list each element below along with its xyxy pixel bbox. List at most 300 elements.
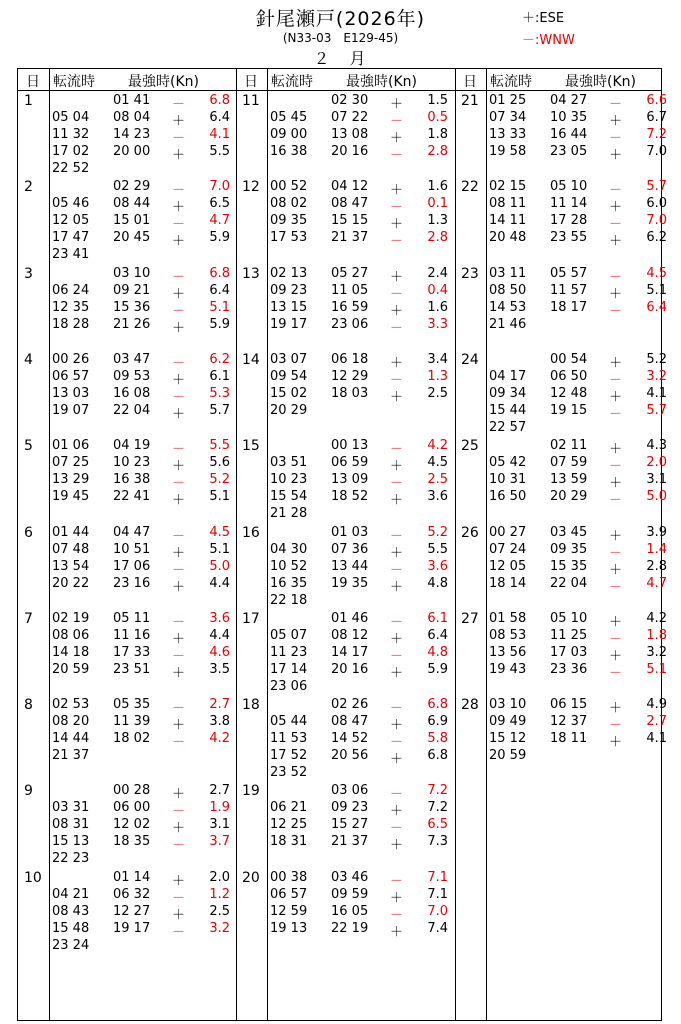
max-time: 18 52 (331, 489, 369, 505)
speed-value: 4.5 (646, 265, 667, 281)
direction-minus: － (390, 735, 404, 751)
direction-minus: － (390, 476, 404, 492)
turn-time: 15 12 (489, 731, 527, 747)
direction-minus: － (609, 97, 623, 112)
max-time: 23 05 (550, 144, 588, 159)
day-number: 22 (461, 179, 479, 196)
turn-time: 19 43 (489, 661, 527, 677)
speed-value: 3.2 (209, 920, 230, 936)
direction-minus: － (609, 718, 623, 734)
day-number: 8 (24, 697, 33, 714)
speed-value: 5.2 (209, 472, 230, 488)
max-time: 02 30 (331, 93, 369, 108)
turn-time: 19 07 (52, 402, 90, 418)
max-time: 11 14 (550, 196, 588, 212)
speed-value: 1.6 (427, 179, 448, 195)
direction-plus: ＋ (390, 131, 404, 146)
turn-time: 17 47 (52, 230, 90, 246)
direction-plus: ＋ (609, 114, 623, 129)
speed-value: 3.1 (646, 472, 667, 488)
max-time: 13 44 (331, 558, 369, 574)
turn-time: 09 00 (270, 127, 308, 142)
turn-time: 11 32 (52, 127, 90, 142)
max-time: 05 27 (331, 265, 369, 281)
speed-value: 2.5 (209, 903, 230, 919)
turn-time: 18 14 (489, 575, 527, 591)
turn-time: 07 48 (52, 541, 90, 557)
direction-minus: － (172, 217, 186, 233)
max-time: 11 57 (550, 282, 588, 298)
day-number: 12 (242, 179, 260, 196)
coordinates: (N33-03 E129-45) (282, 31, 399, 45)
direction-minus: － (390, 372, 404, 388)
turn-time: 08 53 (489, 627, 527, 643)
direction-minus: － (390, 648, 404, 664)
speed-value: 5.1 (646, 661, 667, 677)
speed-value: 4.2 (427, 438, 448, 454)
speed-value: 4.7 (209, 213, 230, 229)
direction-plus: ＋ (609, 735, 623, 751)
turn-time: 11 53 (270, 731, 308, 747)
max-time: 18 02 (113, 731, 151, 747)
max-time: 05 10 (550, 179, 588, 195)
day-number: 15 (242, 438, 260, 455)
turn-time: 23 24 (52, 937, 90, 953)
direction-plus: ＋ (609, 528, 623, 544)
speed-value: 7.3 (427, 834, 448, 850)
turn-time: 09 49 (489, 714, 527, 730)
max-time: 01 46 (331, 610, 369, 626)
day-number: 10 (24, 869, 42, 886)
max-time: 06 15 (550, 697, 588, 713)
turn-time: 12 35 (52, 299, 90, 315)
max-time: 04 27 (550, 93, 588, 108)
turn-time: 04 17 (489, 368, 527, 384)
direction-plus: ＋ (390, 97, 404, 112)
turn-time: 03 10 (489, 697, 527, 713)
max-time: 14 17 (331, 644, 369, 660)
speed-value: 6.9 (427, 714, 448, 730)
speed-value: 6.8 (209, 93, 230, 108)
direction-minus: － (172, 735, 186, 751)
max-time: 04 12 (331, 179, 369, 195)
turn-time: 14 44 (52, 731, 90, 747)
turn-time: 22 18 (270, 592, 308, 608)
max-time: 10 51 (113, 541, 151, 557)
speed-value: 4.6 (209, 644, 230, 660)
day-number: 28 (461, 697, 479, 714)
max-time: 15 35 (550, 558, 588, 574)
direction-minus: － (172, 838, 186, 854)
direction-plus: ＋ (172, 665, 186, 681)
max-time: 12 29 (331, 368, 369, 384)
turn-time: 05 44 (270, 714, 308, 730)
day-number: 2 (24, 179, 33, 196)
direction-plus: ＋ (609, 648, 623, 664)
turn-time: 17 02 (52, 144, 90, 159)
max-time: 10 23 (113, 455, 151, 471)
max-time: 23 55 (550, 230, 588, 246)
day-number: 14 (242, 351, 260, 368)
speed-value: 4.3 (646, 438, 667, 454)
max-time: 13 59 (550, 472, 588, 488)
direction-minus: － (390, 528, 404, 544)
turn-time: 19 17 (270, 316, 308, 332)
turn-time: 09 23 (270, 282, 308, 298)
max-time: 23 16 (113, 575, 151, 591)
direction-plus: ＋ (609, 389, 623, 405)
turn-time: 02 13 (270, 265, 308, 281)
legend-plus: ＋:ESE (522, 11, 565, 26)
direction-minus: － (609, 545, 623, 561)
turn-time: 00 52 (270, 179, 308, 195)
direction-plus: ＋ (609, 148, 623, 163)
speed-value: 5.2 (646, 351, 667, 367)
speed-value: 6.7 (646, 110, 667, 125)
turn-time: 09 34 (489, 385, 527, 401)
direction-plus: ＋ (172, 545, 186, 561)
max-time: 18 03 (331, 385, 369, 401)
speed-value: 2.4 (427, 265, 448, 281)
turn-time: 02 19 (52, 610, 90, 626)
speed-value: 7.2 (646, 127, 667, 142)
turn-time: 17 53 (270, 230, 308, 246)
direction-plus: ＋ (609, 355, 623, 371)
direction-plus: ＋ (390, 493, 404, 509)
direction-minus: － (390, 562, 404, 578)
max-time: 20 45 (113, 230, 151, 246)
direction-plus: ＋ (172, 200, 186, 216)
direction-plus: ＋ (390, 459, 404, 475)
max-time: 05 11 (113, 610, 151, 626)
turn-time: 07 34 (489, 110, 527, 125)
turn-time: 01 44 (52, 524, 90, 540)
max-time: 19 17 (113, 920, 151, 936)
turn-time: 16 35 (270, 575, 308, 591)
speed-value: 3.2 (646, 368, 667, 384)
direction-plus: ＋ (172, 459, 186, 475)
speed-value: 2.5 (427, 385, 448, 401)
speed-value: 1.3 (427, 213, 448, 229)
turn-time: 08 02 (270, 196, 308, 212)
speed-value: 4.8 (427, 644, 448, 660)
turn-time: 05 45 (270, 110, 308, 125)
turn-time: 19 45 (52, 489, 90, 505)
max-time: 20 16 (331, 661, 369, 677)
speed-value: 3.7 (209, 834, 230, 850)
turn-time: 21 28 (270, 506, 308, 522)
max-time: 11 16 (113, 627, 151, 643)
speed-value: 6.4 (427, 627, 448, 643)
speed-value: 6.8 (209, 265, 230, 281)
speed-value: 5.1 (209, 299, 230, 315)
max-time: 00 13 (331, 438, 369, 454)
header-turn-time: 転流時 (53, 74, 95, 90)
speed-value: 5.1 (646, 282, 667, 298)
header-day: 日 (244, 74, 258, 90)
speed-value: 5.9 (209, 230, 230, 246)
max-time: 17 06 (113, 558, 151, 574)
turn-time: 23 06 (270, 678, 308, 694)
day-number: 3 (24, 265, 33, 282)
direction-minus: － (172, 562, 186, 578)
direction-minus: － (172, 303, 186, 319)
speed-value: 7.0 (646, 213, 667, 229)
max-time: 12 48 (550, 385, 588, 401)
max-time: 16 08 (113, 385, 151, 401)
direction-plus: ＋ (390, 631, 404, 647)
speed-value: 5.8 (427, 731, 448, 747)
direction-minus: － (390, 907, 404, 923)
turn-time: 02 15 (489, 179, 527, 195)
direction-plus: ＋ (390, 269, 404, 285)
turn-time: 14 18 (52, 644, 90, 660)
direction-plus: ＋ (172, 286, 186, 302)
column-divider (455, 69, 456, 1020)
turn-time: 09 54 (270, 368, 308, 384)
turn-time: 23 41 (52, 247, 90, 263)
direction-plus: ＋ (390, 303, 404, 319)
speed-value: 5.5 (209, 438, 230, 454)
direction-minus: － (172, 528, 186, 544)
turn-time: 12 25 (270, 817, 308, 833)
speed-value: 0.4 (427, 282, 448, 298)
turn-time: 01 06 (52, 438, 90, 454)
turn-time: 02 53 (52, 697, 90, 713)
column-divider (236, 69, 237, 1020)
direction-minus: － (172, 648, 186, 664)
tide-current-table (17, 68, 667, 1021)
direction-minus: － (390, 821, 404, 837)
direction-minus: － (172, 389, 186, 405)
direction-plus: ＋ (172, 148, 186, 163)
day-number: 7 (24, 610, 33, 627)
turn-time: 08 11 (489, 196, 527, 212)
max-time: 14 52 (331, 731, 369, 747)
speed-value: 3.3 (427, 316, 448, 332)
speed-value: 4.1 (646, 731, 667, 747)
turn-time: 03 51 (270, 455, 308, 471)
max-time: 12 27 (113, 903, 151, 919)
speed-value: 5.5 (209, 144, 230, 159)
speed-value: 6.1 (209, 368, 230, 384)
header-turn-time: 転流時 (490, 74, 532, 90)
speed-value: 4.8 (427, 575, 448, 591)
direction-minus: － (609, 217, 623, 233)
speed-value: 4.2 (209, 731, 230, 747)
day-divider (486, 69, 487, 1020)
turn-time: 18 31 (270, 834, 308, 850)
direction-plus: ＋ (390, 890, 404, 906)
max-time: 20 16 (331, 144, 369, 159)
max-time: 23 36 (550, 661, 588, 677)
max-time: 03 45 (550, 524, 588, 540)
max-time: 16 05 (331, 903, 369, 919)
max-time: 21 37 (331, 834, 369, 850)
max-time: 09 35 (550, 541, 588, 557)
speed-value: 2.8 (427, 230, 448, 246)
direction-minus: － (172, 442, 186, 458)
day-number: 19 (242, 783, 260, 800)
max-time: 21 26 (113, 316, 151, 332)
day-number: 27 (461, 610, 479, 627)
speed-value: 7.0 (427, 903, 448, 919)
turn-time: 06 57 (270, 886, 308, 902)
max-time: 06 18 (331, 351, 369, 367)
direction-plus: ＋ (390, 183, 404, 199)
turn-time: 04 21 (52, 886, 90, 902)
speed-value: 5.0 (646, 489, 667, 505)
max-time: 16 59 (331, 299, 369, 315)
max-time: 16 44 (550, 127, 588, 142)
max-time: 16 38 (113, 472, 151, 488)
direction-minus: － (390, 148, 404, 163)
speed-value: 1.4 (646, 541, 667, 557)
max-time: 08 47 (331, 196, 369, 212)
direction-plus: ＋ (390, 924, 404, 940)
speed-value: 3.4 (427, 351, 448, 367)
turn-time: 08 06 (52, 627, 90, 643)
page-title: 針尾瀬戸(2026年) (255, 8, 426, 30)
turn-time: 10 31 (489, 472, 527, 488)
speed-value: 1.6 (427, 299, 448, 315)
turn-time: 20 59 (489, 748, 527, 764)
speed-value: 6.1 (427, 610, 448, 626)
day-number: 26 (461, 524, 479, 541)
turn-time: 13 56 (489, 644, 527, 660)
speed-value: 5.1 (209, 489, 230, 505)
max-time: 19 35 (331, 575, 369, 591)
speed-value: 7.2 (427, 783, 448, 799)
direction-plus: ＋ (609, 476, 623, 492)
direction-plus: ＋ (390, 804, 404, 820)
max-time: 07 59 (550, 455, 588, 471)
max-time: 22 04 (113, 402, 151, 418)
direction-plus: ＋ (390, 838, 404, 854)
direction-minus: － (172, 131, 186, 146)
max-time: 23 06 (331, 316, 369, 332)
max-time: 15 27 (331, 817, 369, 833)
max-time: 22 41 (113, 489, 151, 505)
speed-value: 1.9 (209, 800, 230, 816)
max-time: 03 47 (113, 351, 151, 367)
turn-time: 13 33 (489, 127, 527, 142)
direction-minus: － (609, 183, 623, 199)
turn-time: 13 03 (52, 385, 90, 401)
turn-time: 12 59 (270, 903, 308, 919)
turn-time: 06 24 (52, 282, 90, 298)
direction-minus: － (609, 303, 623, 319)
speed-value: 0.1 (427, 196, 448, 212)
turn-time: 20 59 (52, 661, 90, 677)
direction-plus: ＋ (390, 545, 404, 561)
max-time: 07 36 (331, 541, 369, 557)
speed-value: 6.4 (209, 110, 230, 125)
max-time: 08 44 (113, 196, 151, 212)
max-time: 02 26 (331, 697, 369, 713)
speed-value: 3.1 (209, 817, 230, 833)
direction-minus: － (609, 131, 623, 146)
direction-plus: ＋ (609, 442, 623, 458)
max-time: 07 22 (331, 110, 369, 125)
turn-time: 15 13 (52, 834, 90, 850)
speed-value: 6.4 (209, 282, 230, 298)
speed-value: 5.7 (646, 402, 667, 418)
speed-value: 4.5 (209, 524, 230, 540)
day-number: 21 (461, 93, 479, 109)
speed-value: 2.0 (646, 455, 667, 471)
direction-plus: ＋ (172, 320, 186, 336)
day-number: 24 (461, 351, 479, 368)
speed-value: 2.7 (209, 697, 230, 713)
max-time: 11 25 (550, 627, 588, 643)
turn-time: 15 54 (270, 489, 308, 505)
speed-value: 2.8 (646, 558, 667, 574)
turn-time: 20 29 (270, 402, 308, 418)
turn-time: 06 21 (270, 800, 308, 816)
turn-time: 19 13 (270, 920, 308, 936)
speed-value: 7.4 (427, 920, 448, 936)
turn-time: 06 57 (52, 368, 90, 384)
day-number: 17 (242, 610, 260, 627)
turn-time: 00 27 (489, 524, 527, 540)
max-time: 18 11 (550, 731, 588, 747)
direction-plus: ＋ (390, 217, 404, 233)
direction-minus: － (172, 924, 186, 940)
turn-time: 04 30 (270, 541, 308, 557)
max-time: 06 32 (113, 886, 151, 902)
max-time: 19 15 (550, 402, 588, 418)
direction-plus: ＋ (390, 579, 404, 595)
header-turn-time: 転流時 (271, 74, 313, 90)
speed-value: 6.6 (646, 93, 667, 108)
direction-plus: ＋ (172, 579, 186, 595)
direction-plus: ＋ (172, 631, 186, 647)
direction-minus: － (609, 631, 623, 647)
turn-time: 20 48 (489, 230, 527, 246)
speed-value: 6.2 (209, 351, 230, 367)
turn-time: 05 42 (489, 455, 527, 471)
speed-value: 5.3 (209, 385, 230, 401)
direction-minus: － (609, 269, 623, 285)
direction-plus: ＋ (609, 614, 623, 630)
direction-plus: ＋ (172, 787, 186, 803)
speed-value: 5.9 (209, 316, 230, 332)
max-time: 18 35 (113, 834, 151, 850)
header-max-time: 最強時(Kn) (565, 74, 636, 90)
speed-value: 4.4 (209, 575, 230, 591)
header-max-time: 最強時(Kn) (128, 74, 199, 90)
direction-plus: ＋ (390, 665, 404, 681)
turn-time: 05 04 (52, 110, 90, 125)
direction-minus: － (172, 476, 186, 492)
max-time: 12 37 (550, 714, 588, 730)
max-time: 13 08 (331, 127, 369, 142)
turn-time: 08 20 (52, 714, 90, 730)
speed-value: 5.7 (209, 402, 230, 418)
turn-time: 20 22 (52, 575, 90, 591)
direction-plus: ＋ (172, 234, 186, 250)
speed-value: 6.0 (646, 196, 667, 212)
day-number: 11 (242, 93, 260, 109)
direction-plus: ＋ (172, 406, 186, 422)
direction-minus: － (172, 804, 186, 820)
speed-value: 3.2 (646, 644, 667, 660)
day-divider (267, 69, 268, 1020)
turn-time: 08 50 (489, 282, 527, 298)
max-time: 05 35 (113, 697, 151, 713)
turn-time: 22 57 (489, 419, 527, 435)
